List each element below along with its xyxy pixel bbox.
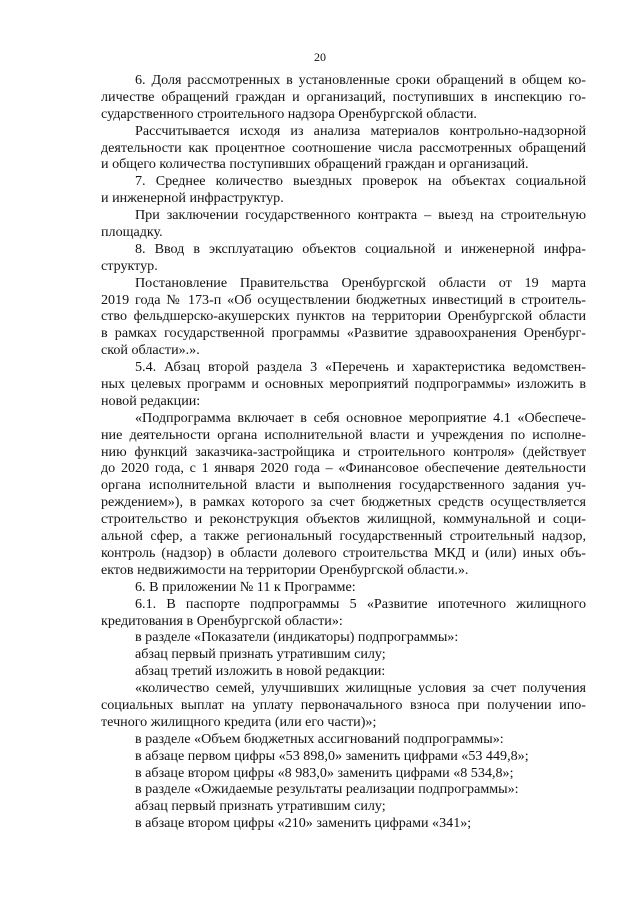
- text-line: «Подпрограмма включает в себя основное мероприятие 4.1 «Обеспече-: [135, 409, 586, 426]
- text-line: до 2020 года, с 1 января 2020 года – «Финансовое обеспечение деятельности: [101, 460, 586, 477]
- text-line: социальных выплат на уплату первоначального взноса при получении ипо-: [101, 696, 586, 713]
- text-line: органа исполнительной власти и выполнения государственного задания уч-: [101, 477, 586, 494]
- text-line: ние деятельности органа исполнительной власти и учреждения по исполне-: [101, 426, 586, 443]
- text-line: При заключении государственного контракта – выезд на строительную: [135, 207, 586, 224]
- text-line: структур.: [101, 257, 158, 274]
- page-number: 20: [314, 50, 326, 64]
- text-line: в разделе «Ожидаемые результаты реализации подпрограммы»:: [135, 781, 519, 798]
- text-line: абзац первый признать утратившим силу;: [135, 798, 386, 815]
- text-line: в рамках государственной программы «Развитие здравоохранения Оренбург-: [101, 325, 586, 342]
- text-line: 6.1. В паспорте подпрограммы 5 «Развитие ипотечного жилищного: [135, 595, 586, 612]
- text-line: нию функций заказчика-застройщика и строительного контроля» (действует: [101, 443, 586, 460]
- text-line: строительство и реконструкция объектов жилищной, коммунальной и соци-: [101, 511, 586, 528]
- text-line: кредитования в Оренбургской области»:: [101, 612, 343, 629]
- text-line: в абзаце первом цифры «53 898,0» заменить цифрами «53 449,8»;: [135, 747, 529, 764]
- text-line: сударственного строительного надзора Оренбургской области.: [101, 105, 477, 122]
- text-line: ных целевых программ и основных мероприятий подпрограммы» изложить в: [101, 376, 586, 393]
- text-line: новой редакции:: [101, 392, 201, 409]
- document-body: [101, 72, 586, 832]
- text-line: ектов недвижимости на территории Оренбургской области.».: [101, 561, 469, 578]
- text-line: личестве обращений граждан и организаций, поступивших в инспекцию го-: [101, 88, 586, 105]
- text-line: Рассчитывается исходя из анализа материалов контрольно-надзорной: [135, 122, 586, 139]
- text-line: 6. Доля рассмотренных в установленные сроки обращений в общем ко-: [135, 72, 586, 88]
- text-line: Постановление Правительства Оренбургской области от 19 марта: [135, 274, 586, 291]
- text-line: в разделе «Показатели (индикаторы) подпрограммы»:: [135, 629, 459, 646]
- text-line: площадку.: [101, 224, 163, 241]
- text-line: абзац третий изложить в новой редакции:: [135, 663, 386, 680]
- text-line: течного жилищного кредита (или его части)»;: [101, 713, 377, 730]
- text-line: 6. В приложении № 11 к Программе:: [135, 578, 356, 595]
- text-line: и инженерной инфраструктур.: [101, 190, 284, 207]
- text-line: в абзаце втором цифры «8 983,0» заменить цифрами «8 534,8»;: [135, 764, 514, 781]
- text-line: «количество семей, улучшивших жилищные условия за счет получения: [135, 680, 586, 697]
- text-line: контроль (надзор) в области долевого строительства МКД и (или) иных объ-: [101, 544, 586, 561]
- text-line: альной сфер, а также региональный государственный строительный надзор,: [101, 528, 586, 545]
- text-line: абзац первый признать утратившим силу;: [135, 646, 386, 663]
- text-line: ской области».».: [101, 342, 200, 359]
- text-line: в разделе «Объем бюджетных ассигнований подпрограммы»:: [135, 730, 504, 747]
- text-line: в абзаце втором цифры «210» заменить цифрами «341»;: [135, 815, 472, 832]
- text-line: ство фельдшерско-акушерских пунктов на территории Оренбургской области: [101, 308, 586, 325]
- text-line: 8. Ввод в эксплуатацию объектов социальной и инженерной инфра-: [135, 240, 586, 257]
- text-line: 7. Среднее количество выездных проверок на объектах социальной: [135, 173, 586, 190]
- text-line: 5.4. Абзац второй раздела 3 «Перечень и характеристика ведомствен-: [135, 359, 586, 376]
- text-line: 2019 года № 173-п «Об осуществлении бюджетных инвестиций в строитель-: [101, 291, 586, 308]
- text-line: реждением»), в рамках которого за счет бюджетных средств осуществляется: [101, 494, 586, 511]
- text-line: деятельности как процентное соотношение числа рассмотренных обращений: [101, 139, 586, 156]
- text-line: и общего количества поступивших обращений граждан и организаций.: [101, 156, 529, 173]
